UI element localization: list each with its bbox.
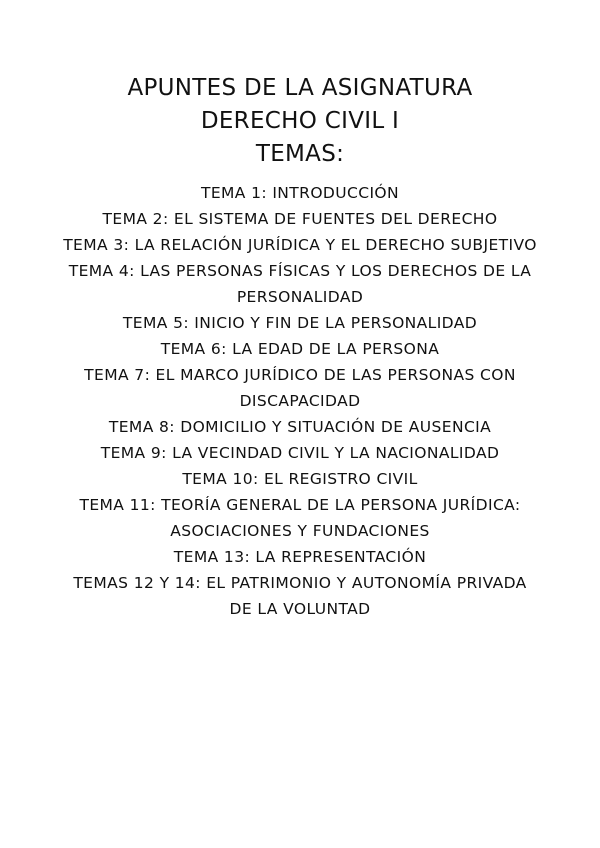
- topic-item: TEMA 4: LAS PERSONAS FÍSICAS Y LOS DERECHOS DE LA PERSONALIDAD: [68, 262, 532, 306]
- topic-item: TEMA 7: EL MARCO JURÍDICO DE LAS PERSONAS CON DISCAPACIDAD: [84, 366, 516, 410]
- topics-heading: TEMAS:: [255, 141, 345, 167]
- topic-item: TEMA 2: EL SISTEMA DE FUENTES DEL DERECHO: [102, 210, 498, 228]
- topic-item: TEMA 1: INTRODUCCIÓN: [200, 184, 400, 202]
- topic-list: [60, 180, 540, 622]
- document-title: APUNTES DE LA ASIGNATURA: [127, 75, 473, 101]
- topic-item: TEMAS 12 Y 14: EL PATRIMONIO Y AUTONOMÍA PRIVADA DE LA VOLUNTAD: [73, 574, 527, 618]
- topic-item: TEMA 10: EL REGISTRO CIVIL: [182, 470, 418, 488]
- subject-title: DERECHO CIVIL I: [200, 108, 400, 134]
- topic-item: TEMA 13: LA REPRESENTACIÓN: [173, 548, 427, 566]
- document-header: [0, 72, 600, 171]
- topic-item: TEMA 8: DOMICILIO Y SITUACIÓN DE AUSENCIA: [108, 418, 492, 436]
- topic-item: TEMA 9: LA VECINDAD CIVIL Y LA NACIONALIDAD: [100, 444, 500, 462]
- topic-item: TEMA 5: INICIO Y FIN DE LA PERSONALIDAD: [122, 314, 478, 332]
- topic-item: TEMA 3: LA RELACIÓN JURÍDICA Y EL DERECHO SUBJETIVO: [63, 236, 537, 254]
- topic-item: TEMA 11: TEORÍA GENERAL DE LA PERSONA JURÍDICA: ASOCIACIONES Y FUNDACIONES: [79, 496, 521, 540]
- topic-item: TEMA 6: LA EDAD DE LA PERSONA: [160, 340, 440, 358]
